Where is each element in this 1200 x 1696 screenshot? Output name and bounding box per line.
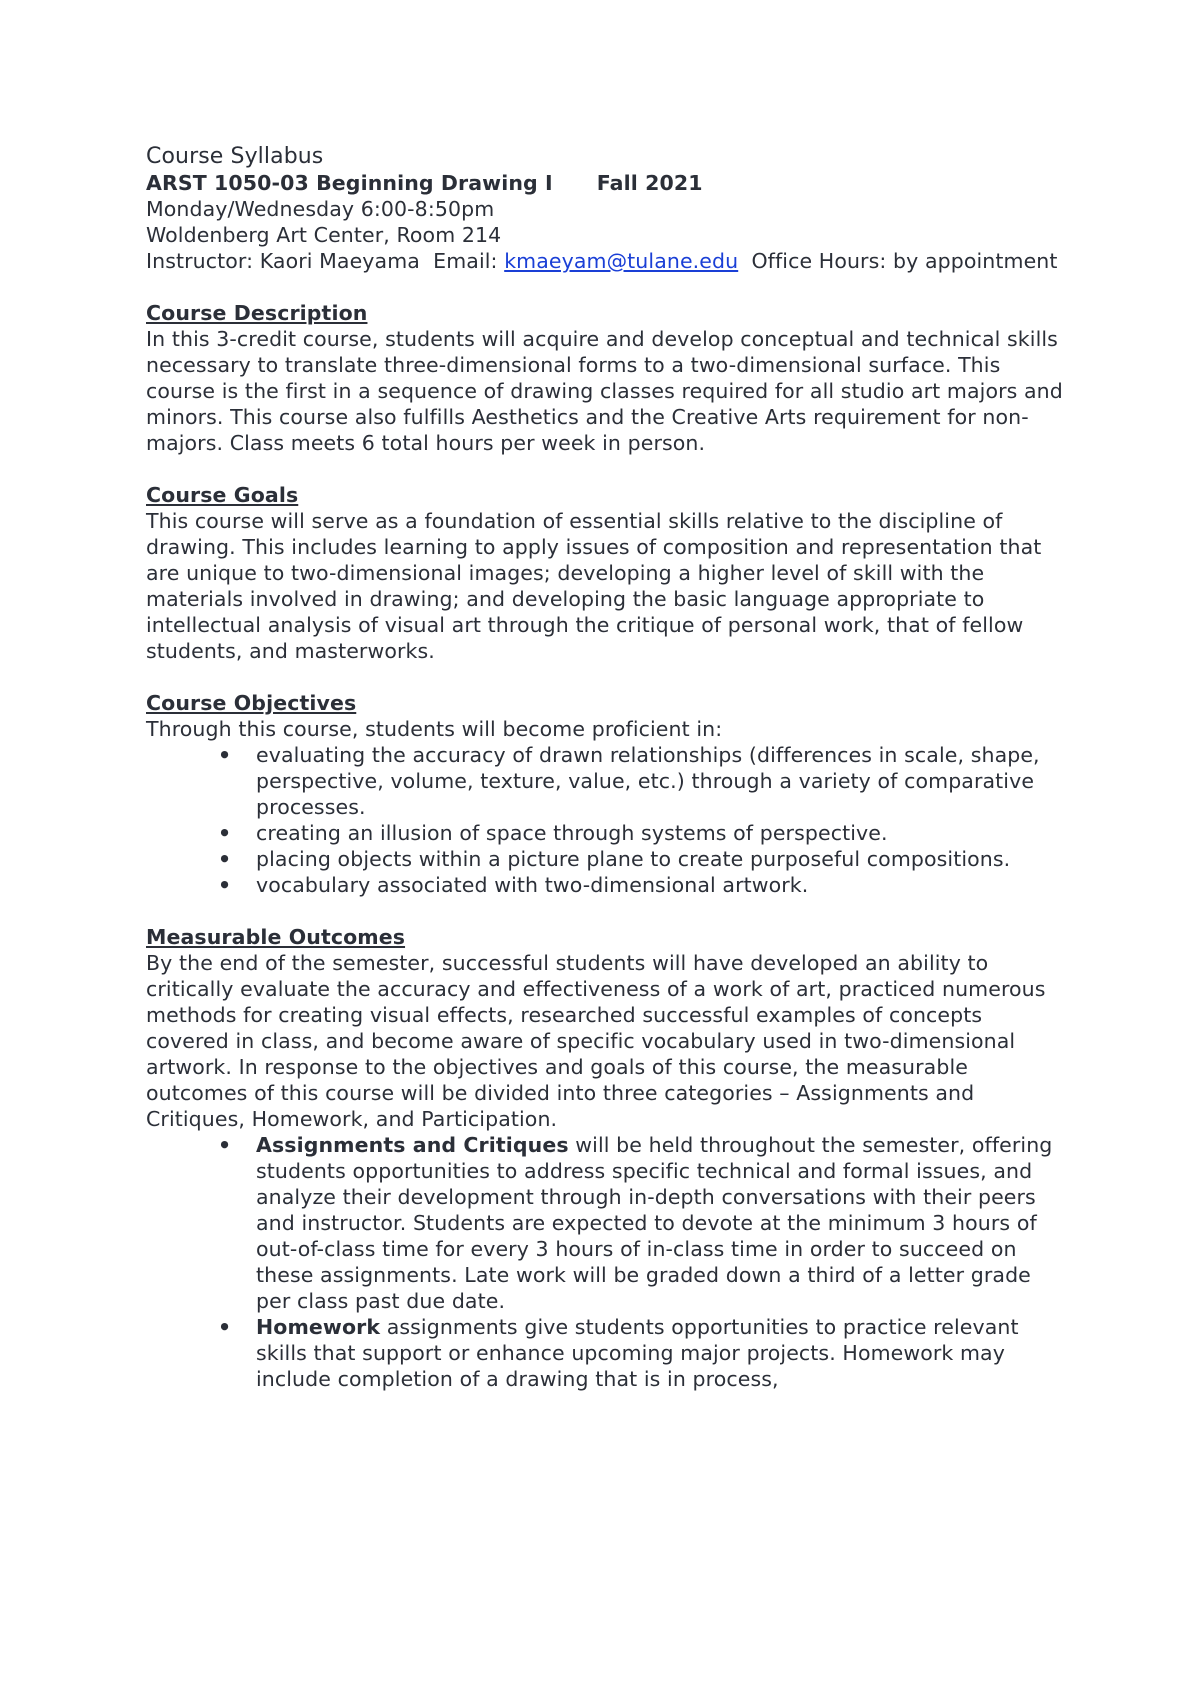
goals-text: This course will serve as a foundation of essential skills relative to the discipline of drawing. This includes learning to apply issues of composition and representation that are unique to two-dimensional images; developing a higher level of skill with the materials involved in drawing; and developing the basic language appropriate to intellectual analysis of visual art through the critique of personal work, that of fellow students, and masterworks. [146,509,1042,663]
outcomes-text: By the end of the semester, successful students will have developed an ability to critically evaluate the accuracy and effectiveness of a work of art, practiced numerous methods for creating visual effects, researched successful examples of concepts covered in class, and become aware of specific vocabulary used in two-dimensional artwork. In response to the objectives and goals of this course, the measurable outcomes of this course will be divided into three categories – Assignments and Critiques, Homework, and Participation. [146,951,1046,1131]
course-term: Fall 2021 [596,171,703,195]
outcome-term: Assignments and Critiques [256,1133,569,1157]
objectives-intro: Through this course, students will become proficient in: [146,717,723,741]
outcome-text: will be held throughout the semester, offering students opportunities to address specific technical and formal issues, and analyze their development through in-depth conversations with their peers and instructor. Students are expected to devote at the minimum 3 hours of out-of-class time for every 3 hours of in-class time in order to succeed on these assignments. Late work will be graded down a third of a letter grade per class past due date. [256,1133,1053,1313]
course-line [146,170,1066,196]
list-item: • evaluating the accuracy of drawn relationships (differences in scale, shape, perspective, volume, texture, value, etc.) through a variety of comparative processes. [256,742,1066,820]
course-name: ARST 1050-03 Beginning Drawing I [146,171,553,195]
outcome-text: assignments give students opportunities to practice relevant skills that support or enhance upcoming major projects. Homework may include completion of a drawing that is in process, [256,1315,1019,1391]
spacer [146,274,1066,300]
instructor-line [146,248,1066,274]
section-heading-outcomes: Measurable Outcomes [146,925,406,949]
email-label: Email: [433,249,498,273]
section-heading-goals: Course Goals [146,483,299,507]
outcomes-list [146,1132,1066,1392]
spacer [146,664,1066,690]
outcome-term: Homework [256,1315,381,1339]
email-link[interactable]: kmaeyam@tulane.edu [504,249,739,273]
section-heading-objectives: Course Objectives [146,691,357,715]
list-item [256,1314,1066,1392]
list-item [256,1132,1066,1314]
list-item: • creating an illusion of space through systems of perspective. [256,820,1066,846]
instructor: Instructor: Kaori Maeyama [146,249,420,273]
objectives-list [146,742,1066,898]
section-heading-description: Course Description [146,301,368,325]
location: Woldenberg Art Center, Room 214 [146,223,502,247]
spacer [146,456,1066,482]
schedule: Monday/Wednesday 6:00-8:50pm [146,197,495,221]
syllabus-page [146,144,1066,1392]
description-text: In this 3-credit course, students will acquire and develop conceptual and technical skills necessary to translate three-dimensional forms to a two-dimensional surface. This course is the first in a sequence of drawing classes required for all studio art majors and minors. This course also fulfills Aesthetics and the Creative Arts requirement for non-majors. Class meets 6 total hours per week in person. [146,327,1063,455]
list-item: • vocabulary associated with two-dimensional artwork. [256,872,1066,898]
spacer [146,898,1066,924]
office-hours: Office Hours: by appointment [751,249,1058,273]
list-item: • placing objects within a picture plane to create purposeful compositions. [256,846,1066,872]
page-title: Course Syllabus [146,144,324,169]
